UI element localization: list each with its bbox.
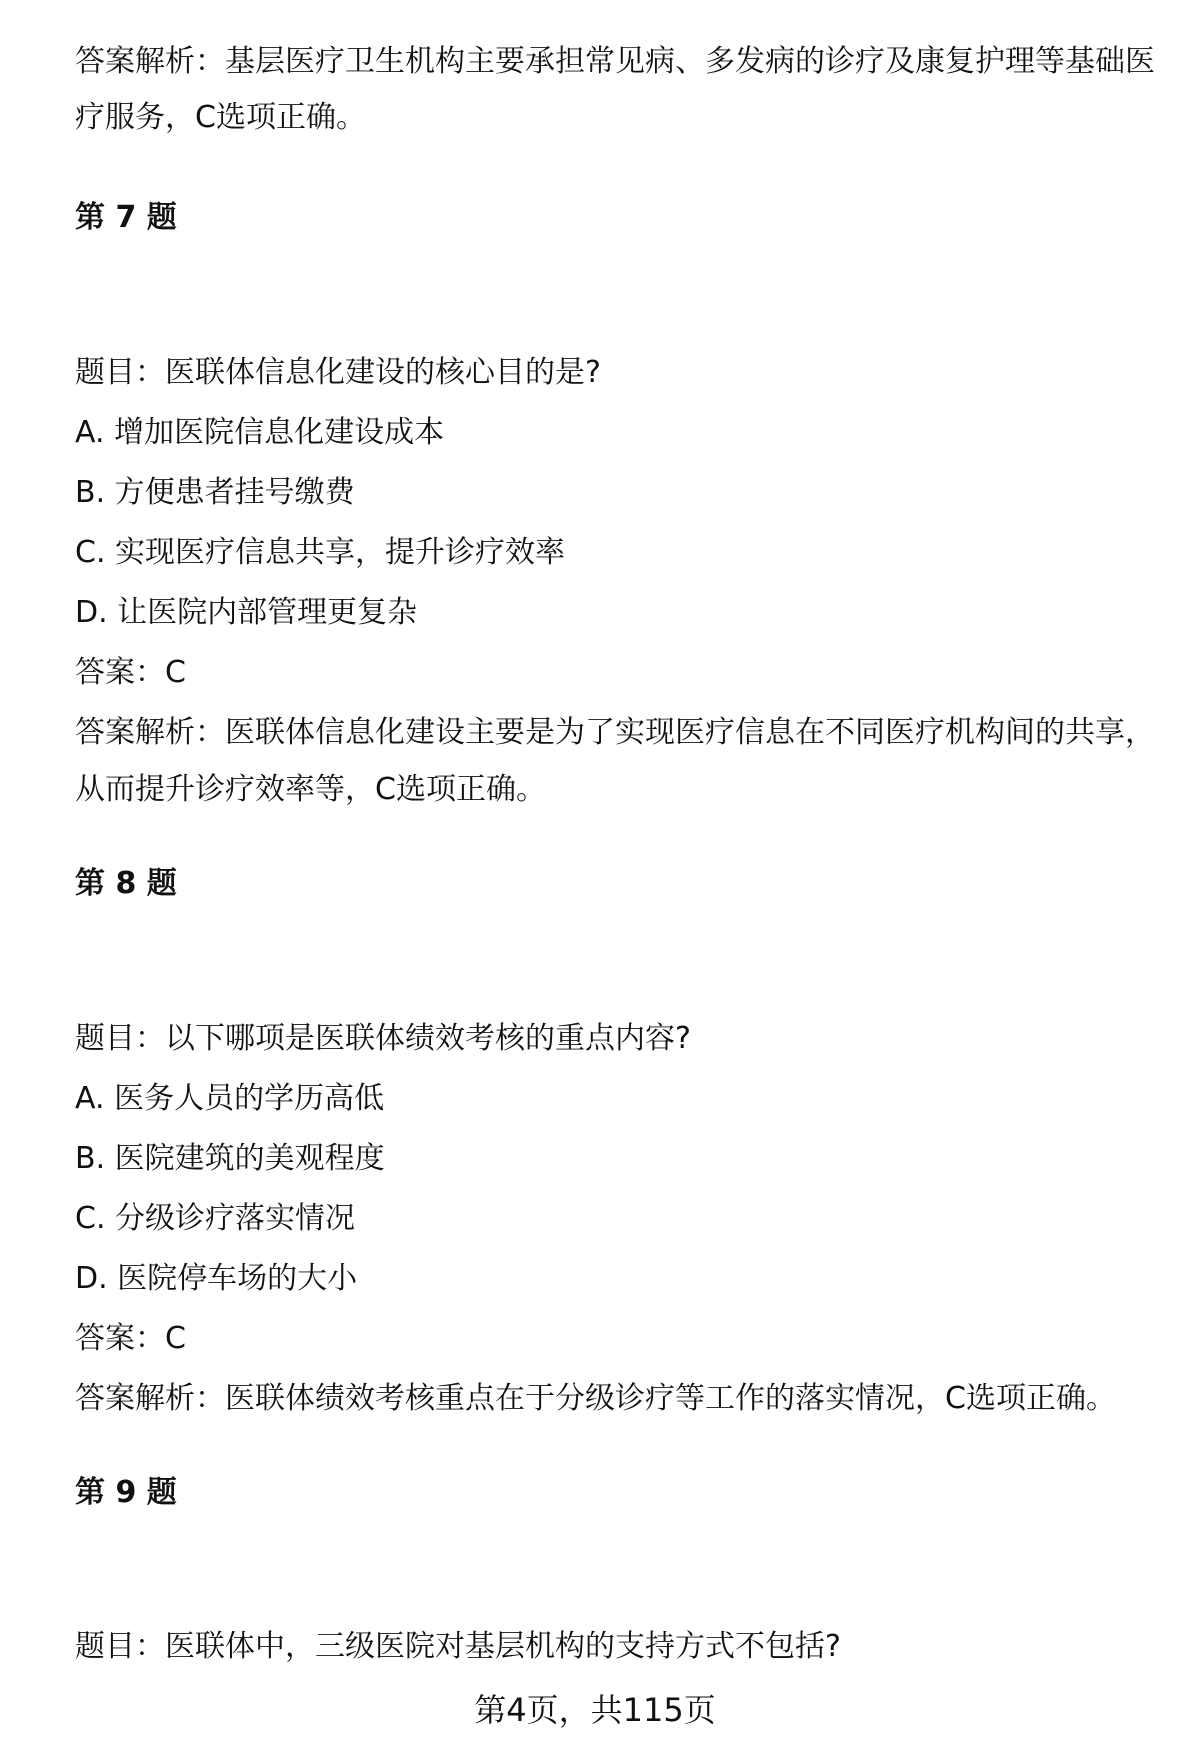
question-7-option-d: D. 让医院内部管理更复杂 xyxy=(75,595,418,630)
question-7-option-c: C. 实现医疗信息共享，提升诊疗效率 xyxy=(75,535,566,570)
question-8-text: 题目：以下哪项是医联体绩效考核的重点内容? xyxy=(75,1021,691,1056)
question-8-explanation-line-1: 答案解析：医联体绩效考核重点在于分级诊疗等工作的落实情况，C选项正确。 xyxy=(75,1381,1116,1416)
question-8-heading: 第 8 题 xyxy=(75,866,177,901)
question-7-option-a: A. 增加医院信息化建设成本 xyxy=(75,415,445,450)
question-9-text: 题目：医联体中，三级医院对基层机构的支持方式不包括? xyxy=(75,1629,841,1664)
question-8-option-b: B. 医院建筑的美观程度 xyxy=(75,1141,385,1176)
question-8-option-a: A. 医务人员的学历高低 xyxy=(75,1081,385,1116)
question-7-option-b: B. 方便患者挂号缴费 xyxy=(75,475,355,510)
question-7-heading: 第 7 题 xyxy=(75,200,177,235)
top-explanation-line-2: 疗服务，C选项正确。 xyxy=(75,100,366,135)
question-7-explanation-line-2: 从而提升诊疗效率等，C选项正确。 xyxy=(75,772,546,807)
top-explanation-line-1: 答案解析：基层医疗卫生机构主要承担常见病、多发病的诊疗及康复护理等基础医 xyxy=(75,44,1155,79)
page-number-footer: 第4页，共115页 xyxy=(474,1691,716,1729)
question-9-heading: 第 9 题 xyxy=(75,1475,177,1510)
question-8-answer: 答案：C xyxy=(75,1321,186,1356)
question-7-answer: 答案：C xyxy=(75,655,186,690)
question-7-explanation-line-1: 答案解析：医联体信息化建设主要是为了实现医疗信息在不同医疗机构间的共享， xyxy=(75,715,1155,750)
question-7-text: 题目：医联体信息化建设的核心目的是? xyxy=(75,355,601,390)
question-8-option-c: C. 分级诊疗落实情况 xyxy=(75,1201,356,1236)
question-8-option-d: D. 医院停车场的大小 xyxy=(75,1261,358,1296)
